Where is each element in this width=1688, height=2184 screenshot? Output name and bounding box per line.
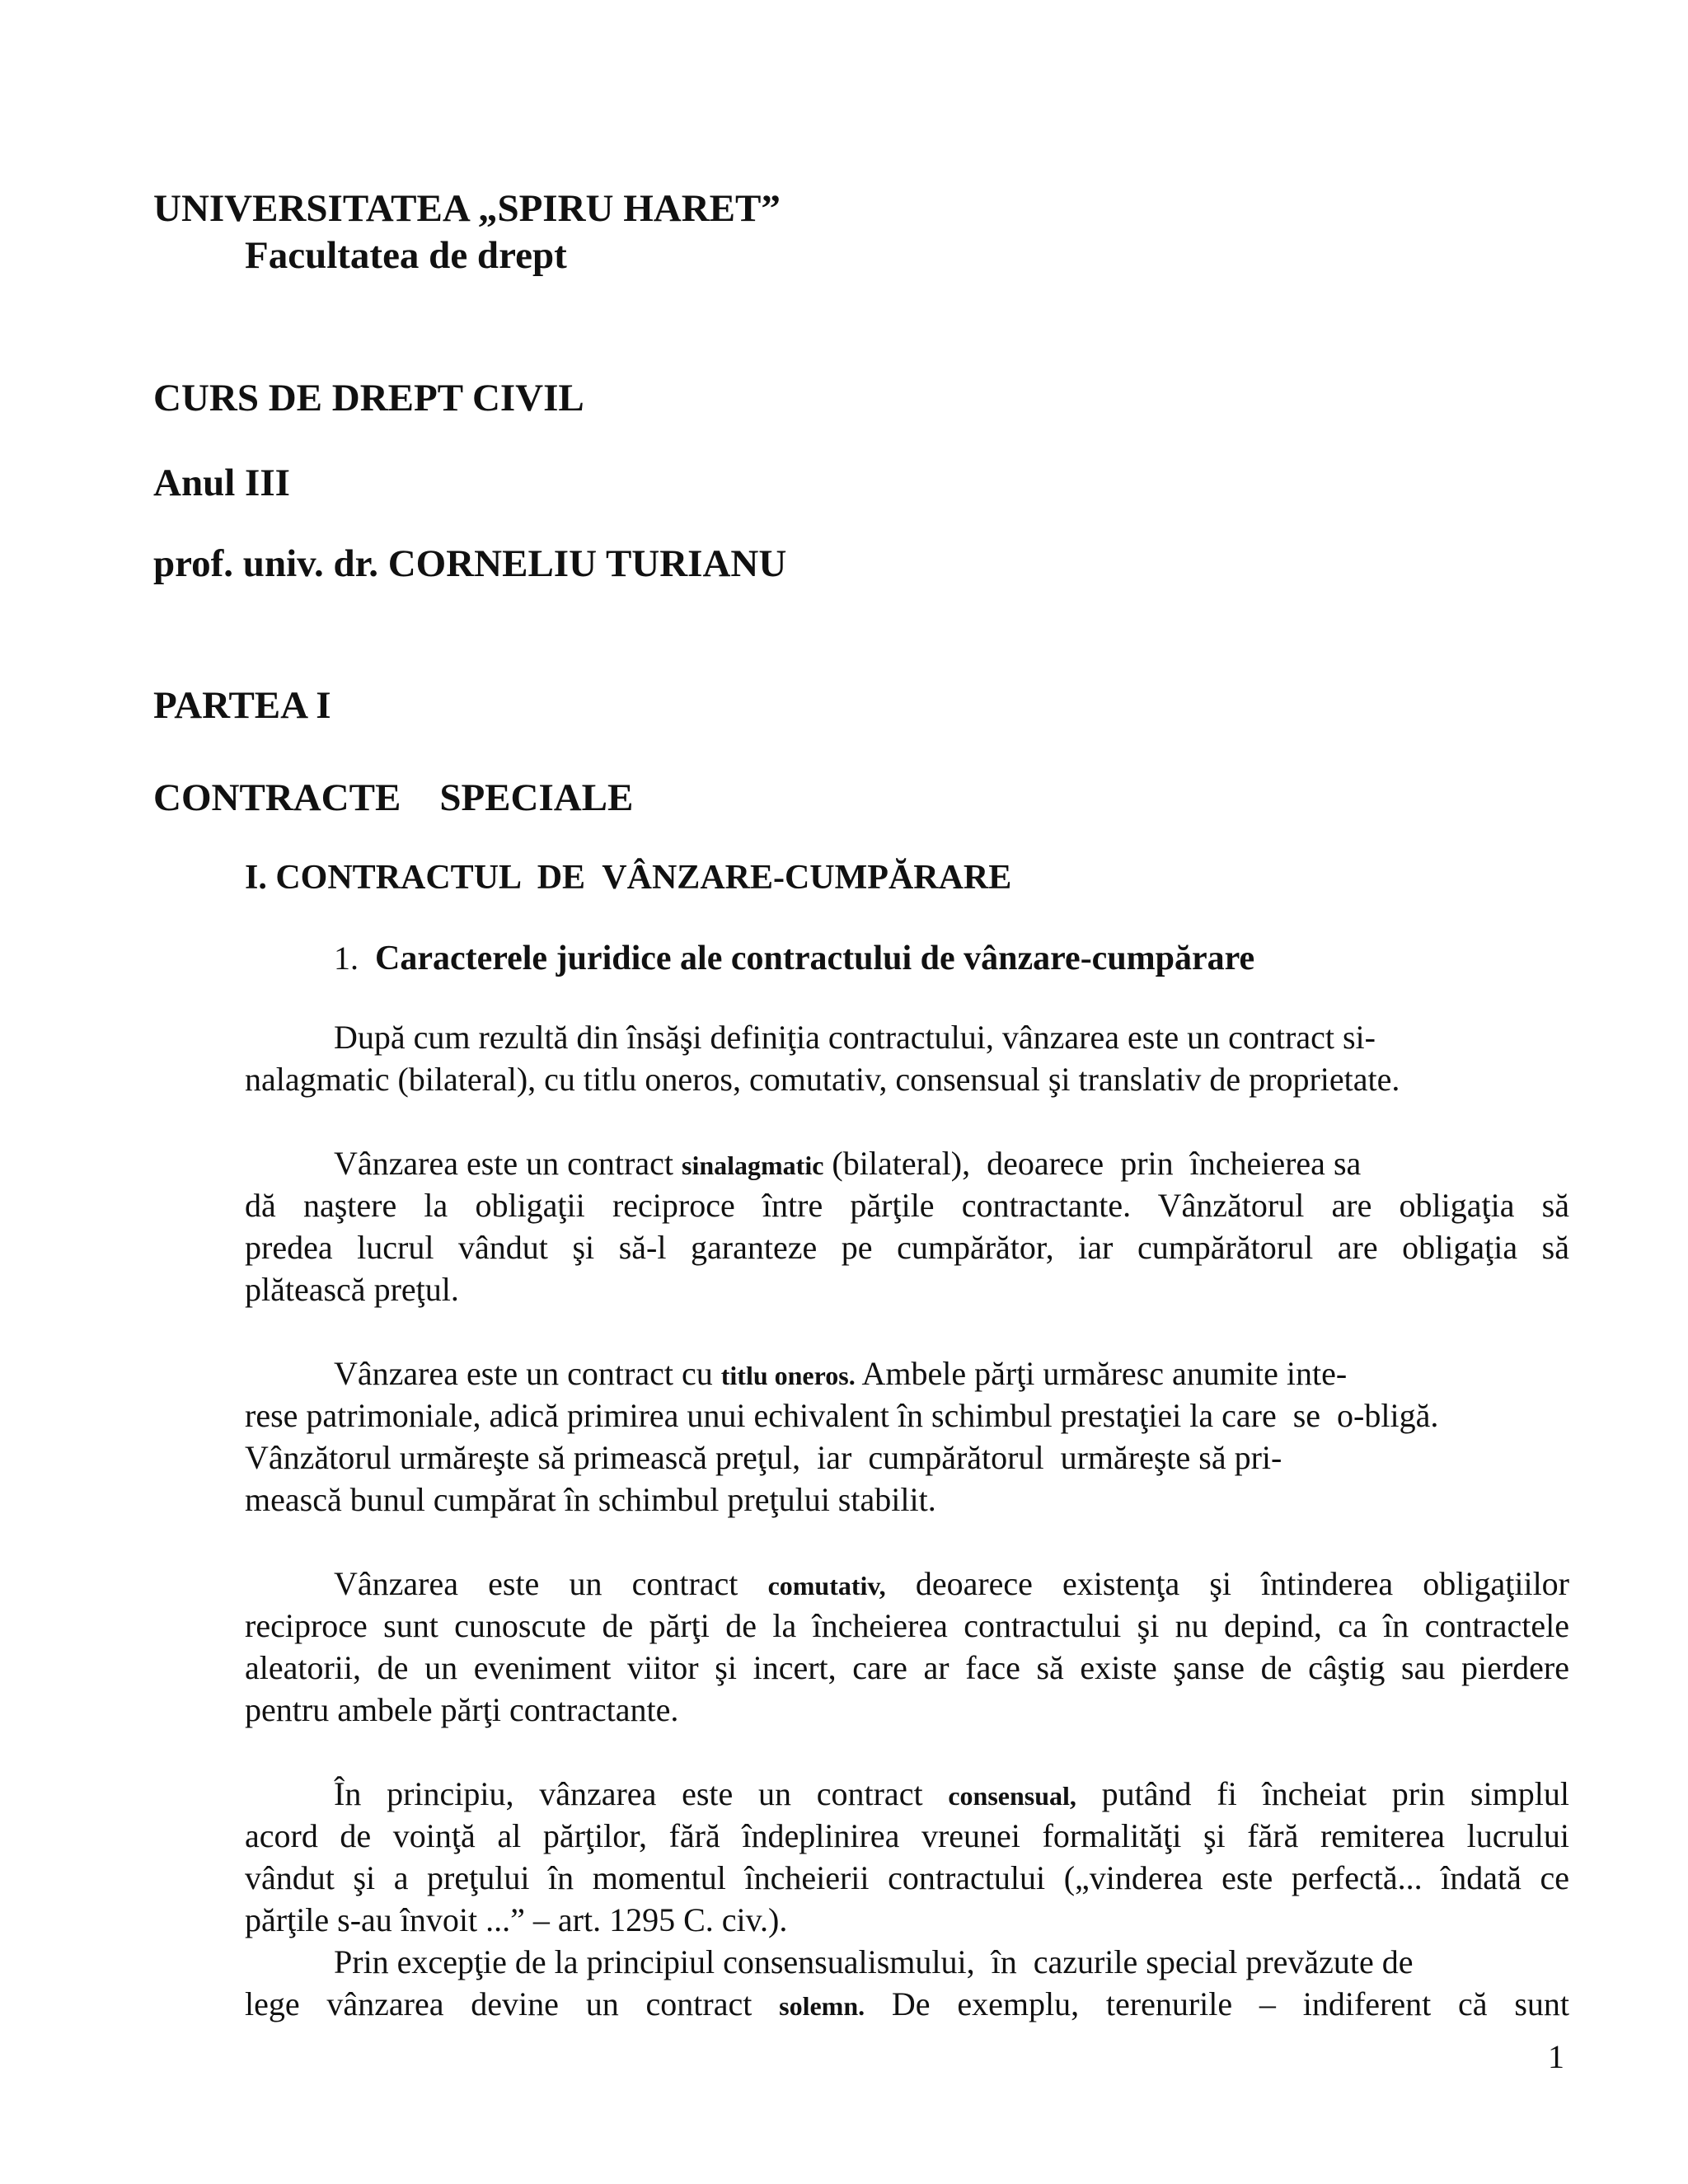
p3-text-b: Ambele părţi urmăresc anumite inte- bbox=[861, 1355, 1348, 1392]
keyword-comutativ: comutativ, bbox=[767, 1571, 886, 1601]
part-label: PARTEA I bbox=[153, 684, 331, 727]
p6-text-a: lege vânzarea devine un contract bbox=[245, 1985, 753, 2022]
page-number: 1 bbox=[1548, 2038, 1564, 2075]
part-title: CONTRACTE SPECIALE bbox=[153, 776, 634, 819]
p6-line-2 bbox=[245, 1985, 1569, 2022]
p2-line-1 bbox=[334, 1147, 1361, 1180]
section-title: Caracterele juridice ale contractului de vânzare-cumpărare bbox=[375, 940, 1255, 977]
p5-line-1 bbox=[334, 1775, 1570, 1812]
p1-line-2: nalagmatic (bilateral), cu titlu oneros, comutativ, consensual şi translativ de proprietate. bbox=[245, 1061, 1400, 1098]
p4-line-1 bbox=[334, 1565, 1570, 1602]
p2-line-2: dă naştere la obligaţii reciproce între părţile contractante. Vânzătorul are obligaţia să bbox=[245, 1187, 1569, 1224]
p6-line-1: Prin excepţie de la principiul consensualismului, în cazurile special prevăzute de bbox=[334, 1943, 1414, 1980]
course-title: CURS DE DREPT CIVIL bbox=[153, 377, 584, 419]
keyword-solemn: solemn. bbox=[779, 1991, 865, 2021]
keyword-consensual: consensual, bbox=[948, 1781, 1076, 1811]
p5-line-2: acord de voinţă al părţilor, fără îndeplinirea vreunei formalităţi şi fără remiterea lucrului bbox=[245, 1817, 1569, 1854]
p6-text-b: De exemplu, terenurile – indiferent că sunt bbox=[891, 1985, 1569, 2022]
p4-line-4: pentru ambele părţi contractante. bbox=[245, 1691, 679, 1728]
p2-line-4: plătească preţul. bbox=[245, 1271, 459, 1308]
p3-line-4: mească bunul cumpărat în schimbul preţului stabilit. bbox=[245, 1481, 936, 1518]
p3-line-2: rese patrimoniale, adică primirea unui echivalent în schimbul prestaţiei la care se o-bligă. bbox=[245, 1397, 1439, 1434]
p4-line-3: aleatorii, de un eveniment viitor şi incert, care ar face să existe şanse de câştig sau pierdere bbox=[245, 1649, 1569, 1686]
section-heading bbox=[334, 941, 1254, 976]
chapter-title: I. CONTRACTUL DE VÂNZARE-CUMPĂRARE bbox=[245, 859, 1012, 897]
faculty-name: Facultatea de drept bbox=[245, 234, 567, 277]
course-author: prof. univ. dr. CORNELIU TURIANU bbox=[153, 542, 787, 585]
p5-text-a: În principiu, vânzarea este un contract bbox=[334, 1775, 923, 1812]
p2-text-b: (bilateral), deoarece prin încheierea sa bbox=[832, 1145, 1362, 1182]
section-number: 1. bbox=[334, 940, 359, 977]
p5-text-b: putând fi încheiat prin simplul bbox=[1101, 1775, 1570, 1812]
p5-line-4: părţile s-au învoit ...” – art. 1295 C. civ.). bbox=[245, 1901, 788, 1938]
p3-line-1 bbox=[334, 1357, 1347, 1390]
p3-line-3: Vânzătorul urmăreşte să primească preţul, iar cumpărătorul urmăreşte să pri- bbox=[245, 1439, 1282, 1476]
p2-text-a: Vânzarea este un contract bbox=[334, 1145, 673, 1182]
p4-text-a: Vânzarea este un contract bbox=[334, 1565, 738, 1602]
p3-text-a: Vânzarea este un contract cu bbox=[334, 1355, 713, 1392]
course-year: Anul III bbox=[153, 462, 290, 504]
p2-line-3: predea lucrul vândut şi să-l garanteze pe cumpărător, iar cumpărătorul are obligaţia să bbox=[245, 1229, 1569, 1266]
p1-line-1: După cum rezultă din însăşi definiţia contractului, vânzarea este un contract si- bbox=[334, 1019, 1376, 1056]
p5-line-3: vândut şi a preţului în momentul încheierii contractului („vinderea este perfectă... îndată ce bbox=[245, 1859, 1569, 1896]
p4-text-b: deoarece existenţa şi întinderea obligaţiilor bbox=[915, 1565, 1570, 1602]
p4-line-2: reciproce sunt cunoscute de părţi de la încheierea contractului şi nu depind, ca în contractele bbox=[245, 1607, 1569, 1644]
keyword-sinalagmatic: sinalagmatic bbox=[681, 1151, 824, 1180]
university-name: UNIVERSITATEA „SPIRU HARET” bbox=[153, 187, 781, 230]
keyword-titlu-oneros: titlu oneros. bbox=[720, 1361, 856, 1390]
